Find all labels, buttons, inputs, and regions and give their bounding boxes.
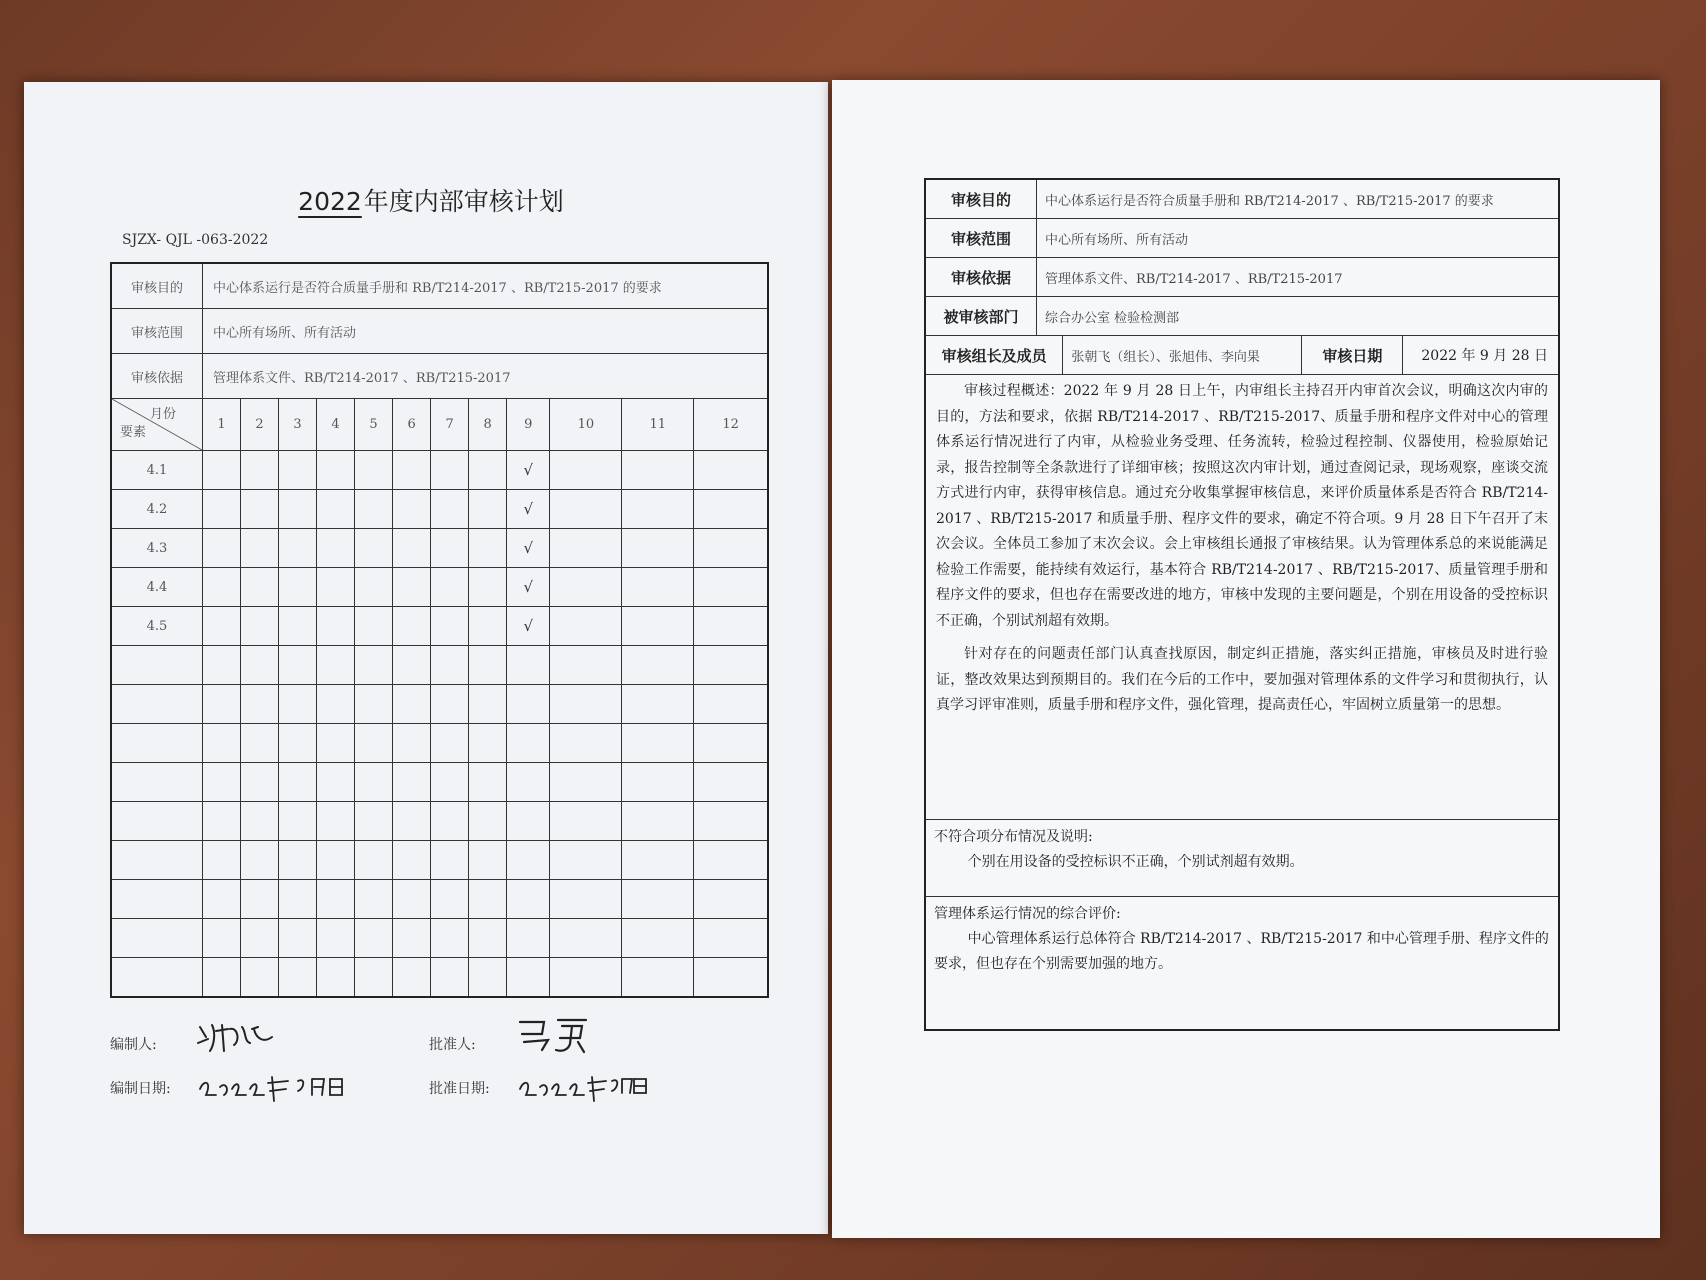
approve-date-label: 批准日期: — [429, 1081, 490, 1097]
empty-cell — [355, 685, 393, 724]
empty-cell — [393, 841, 431, 880]
schedule-cell — [469, 529, 507, 568]
empty-cell — [694, 802, 768, 841]
schedule-cell — [241, 529, 279, 568]
empty-cell — [507, 841, 550, 880]
schedule-cell — [622, 529, 694, 568]
schedule-cell — [317, 451, 355, 490]
empty-cell — [469, 958, 507, 998]
report-info-label: 审核目的 — [925, 179, 1037, 219]
compile-date-handwritten — [194, 1067, 354, 1107]
empty-cell — [507, 919, 550, 958]
schedule-cell — [622, 451, 694, 490]
schedule-cell — [469, 607, 507, 646]
empty-cell — [622, 646, 694, 685]
empty-cell — [469, 841, 507, 880]
schedule-cell — [431, 451, 469, 490]
empty-cell — [622, 724, 694, 763]
empty-cell — [431, 919, 469, 958]
schedule-cell — [622, 568, 694, 607]
corner-month-label: 月份 — [149, 407, 176, 422]
empty-cell — [355, 841, 393, 880]
element-label: 4.4 — [111, 568, 203, 607]
schedule-cell — [279, 568, 317, 607]
report-nonconformity-row — [925, 820, 1559, 897]
empty-cell — [694, 646, 768, 685]
audit-date-value: 2022 年 9 月 28 日 — [1403, 336, 1559, 375]
empty-cell — [111, 802, 203, 841]
schedule-cell — [279, 490, 317, 529]
schedule-cell — [393, 490, 431, 529]
plan-empty-row — [111, 646, 768, 685]
schedule-cell — [694, 529, 768, 568]
audit-report-page — [832, 80, 1660, 1238]
plan-empty-row — [111, 880, 768, 919]
schedule-cell — [550, 607, 622, 646]
compiler-label: 编制人: — [110, 1037, 157, 1053]
empty-cell — [469, 802, 507, 841]
empty-cell — [507, 958, 550, 998]
plan-empty-row — [111, 724, 768, 763]
empty-cell — [203, 724, 241, 763]
report-team-row — [925, 336, 1559, 375]
check-mark: √ — [523, 617, 534, 635]
nonconformity-title: 不符合项分布情况及说明: — [934, 829, 1093, 845]
empty-cell — [431, 841, 469, 880]
empty-cell — [111, 880, 203, 919]
schedule-cell — [431, 607, 469, 646]
approver-signature — [512, 1014, 602, 1056]
schedule-cell — [355, 568, 393, 607]
schedule-cell — [241, 451, 279, 490]
empty-cell — [279, 724, 317, 763]
empty-cell — [550, 646, 622, 685]
plan-empty-row — [111, 802, 768, 841]
report-info-value: 综合办公室 检验检测部 — [1037, 297, 1560, 336]
month-header: 12 — [694, 399, 768, 451]
empty-cell — [550, 685, 622, 724]
schedule-cell — [203, 529, 241, 568]
empty-cell — [203, 958, 241, 998]
check-mark: √ — [523, 500, 534, 518]
month-header: 1 — [203, 399, 241, 451]
empty-cell — [550, 763, 622, 802]
plan-title — [24, 182, 828, 218]
schedule-cell — [279, 451, 317, 490]
schedule-cell — [203, 568, 241, 607]
empty-cell — [355, 919, 393, 958]
empty-cell — [393, 724, 431, 763]
schedule-cell — [507, 607, 550, 646]
empty-cell — [431, 763, 469, 802]
empty-cell — [469, 685, 507, 724]
empty-cell — [317, 802, 355, 841]
empty-cell — [622, 763, 694, 802]
empty-cell — [622, 919, 694, 958]
plan-element-row — [111, 490, 768, 529]
month-header: 4 — [317, 399, 355, 451]
report-info-row — [925, 297, 1559, 336]
schedule-cell — [507, 529, 550, 568]
month-header: 2 — [241, 399, 279, 451]
report-evaluation-row — [925, 897, 1559, 1031]
evaluation-body: 中心管理体系运行总体符合 RB/T214-2017 、RB/T215-2017 和中心管理手册、程序文件的要求，但也存在个别需要加强的地方。 — [934, 931, 1549, 972]
plan-info-row — [111, 354, 768, 399]
compiler-signature — [194, 1017, 294, 1057]
empty-cell — [550, 841, 622, 880]
empty-cell — [241, 958, 279, 998]
element-label: 4.5 — [111, 607, 203, 646]
evaluation-cell — [925, 897, 1559, 1031]
schedule-cell — [694, 607, 768, 646]
schedule-cell — [469, 490, 507, 529]
month-header: 9 — [507, 399, 550, 451]
plan-info-row — [111, 263, 768, 309]
empty-cell — [279, 763, 317, 802]
empty-cell — [317, 724, 355, 763]
empty-cell — [317, 958, 355, 998]
empty-cell — [279, 919, 317, 958]
empty-cell — [111, 841, 203, 880]
summary-paragraph-1: 审核过程概述：2022 年 9 月 28 日上午，内审组长主持召开内审首次会议，明确这次内审的目的，方法和要求，依据 RB/T214-2017 、RB/T215-2017、质量手册和程序文件对中心的管理体系运行情况进行了内审，从检验业务受理、任务流转，检验过程控制、仪器使用，检验原始记录，报告控制等全条款进行了详细审核；按照这次内审计划，通过查阅记录，现场观察，座谈交流方式进行内审，获得审核信息。通过充分收集掌握审核信息，来评价质量体系是否符合 RB/T214-2017 、RB/T215-2017 和质量手册、程序文件的要求，确定不符合项。9 月 28 日下午召开了末次会议。全体员工参加了末次会议。会上审核组长通报了审核结果。认为管理体系总的来说能满足检验工作需要，能持续有效运行，基本符合 RB/T214-2017 、RB/T215-2017、质量管理手册和程序文件的要求，但也存在需要改进的地方，审核中发现的主要问题是，个别在用设备的受控标识不正确，个别试剂超有效期。 — [936, 383, 1548, 629]
empty-cell — [393, 763, 431, 802]
plan-element-row — [111, 529, 768, 568]
plan-empty-row — [111, 958, 768, 998]
approve-date-handwritten — [514, 1067, 664, 1107]
empty-cell — [431, 685, 469, 724]
schedule-cell — [317, 529, 355, 568]
plan-empty-row — [111, 685, 768, 724]
plan-element-row — [111, 607, 768, 646]
empty-cell — [507, 802, 550, 841]
empty-cell — [431, 724, 469, 763]
empty-cell — [317, 841, 355, 880]
schedule-cell — [241, 490, 279, 529]
schedule-cell — [507, 490, 550, 529]
audit-date-label: 审核日期 — [1302, 336, 1403, 375]
schedule-cell — [317, 568, 355, 607]
empty-cell — [317, 685, 355, 724]
plan-info-value: 管理体系文件、RB/T214-2017 、RB/T215-2017 — [203, 354, 769, 399]
empty-cell — [469, 880, 507, 919]
empty-cell — [622, 880, 694, 919]
check-mark: √ — [523, 461, 534, 479]
empty-cell — [431, 958, 469, 998]
nonconformity-cell — [925, 820, 1559, 897]
schedule-cell — [393, 607, 431, 646]
month-header: 11 — [622, 399, 694, 451]
empty-cell — [111, 724, 203, 763]
empty-cell — [203, 802, 241, 841]
month-header: 7 — [431, 399, 469, 451]
empty-cell — [393, 919, 431, 958]
element-label: 4.3 — [111, 529, 203, 568]
empty-cell — [317, 880, 355, 919]
empty-cell — [550, 919, 622, 958]
schedule-cell — [355, 529, 393, 568]
schedule-cell — [355, 490, 393, 529]
empty-cell — [550, 724, 622, 763]
empty-cell — [694, 685, 768, 724]
empty-cell — [550, 880, 622, 919]
empty-cell — [622, 958, 694, 998]
schedule-cell — [622, 490, 694, 529]
empty-cell — [317, 763, 355, 802]
audit-plan-page — [24, 82, 828, 1234]
plan-empty-row — [111, 841, 768, 880]
schedule-cell — [355, 607, 393, 646]
empty-cell — [111, 763, 203, 802]
schedule-cell — [469, 451, 507, 490]
schedule-cell — [469, 568, 507, 607]
report-info-label: 审核依据 — [925, 258, 1037, 297]
schedule-cell — [622, 607, 694, 646]
evaluation-title: 管理体系运行情况的综合评价: — [934, 906, 1121, 922]
report-info-row — [925, 219, 1559, 258]
empty-cell — [694, 724, 768, 763]
empty-cell — [694, 763, 768, 802]
schedule-cell — [550, 568, 622, 607]
schedule-cell — [241, 607, 279, 646]
report-info-value: 中心体系运行是否符合质量手册和 RB/T214-2017 、RB/T215-2017 的要求 — [1037, 179, 1560, 219]
report-info-row — [925, 179, 1559, 219]
empty-cell — [507, 880, 550, 919]
report-summary-row — [925, 375, 1559, 820]
empty-cell — [203, 880, 241, 919]
empty-cell — [279, 958, 317, 998]
month-header: 8 — [469, 399, 507, 451]
empty-cell — [550, 802, 622, 841]
empty-cell — [241, 685, 279, 724]
check-mark: √ — [523, 539, 534, 557]
plan-element-row — [111, 451, 768, 490]
plan-info-label: 审核范围 — [111, 309, 203, 354]
empty-cell — [694, 841, 768, 880]
empty-cell — [111, 685, 203, 724]
report-info-value: 管理体系文件、RB/T214-2017 、RB/T215-2017 — [1037, 258, 1560, 297]
empty-cell — [355, 763, 393, 802]
report-info-label: 审核范围 — [925, 219, 1037, 258]
compile-date-label: 编制日期: — [110, 1081, 171, 1097]
empty-cell — [241, 841, 279, 880]
empty-cell — [111, 646, 203, 685]
empty-cell — [355, 958, 393, 998]
summary-paragraph-2: 针对存在的问题责任部门认真查找原因，制定纠正措施，落实纠正措施，审核员及时进行验证，整改效果达到预期目的。我们在今后的工作中，要加强对管理体系的文件学习和贯彻执行，认真学习评审准则，质量手册和程序文件，强化管理，提高责任心，牢固树立质量第一的思想。 — [936, 646, 1548, 713]
corner-element-label: 要素 — [120, 425, 147, 440]
empty-cell — [279, 646, 317, 685]
empty-cell — [203, 685, 241, 724]
month-header: 3 — [279, 399, 317, 451]
plan-info-value: 中心所有场所、所有活动 — [203, 309, 769, 354]
empty-cell — [393, 646, 431, 685]
plan-month-header-row — [111, 399, 768, 451]
schedule-cell — [241, 568, 279, 607]
month-header: 6 — [393, 399, 431, 451]
schedule-cell — [393, 451, 431, 490]
schedule-cell — [355, 451, 393, 490]
empty-cell — [241, 880, 279, 919]
empty-cell — [317, 919, 355, 958]
schedule-cell — [203, 451, 241, 490]
empty-cell — [241, 802, 279, 841]
empty-cell — [241, 724, 279, 763]
plan-empty-row — [111, 919, 768, 958]
empty-cell — [279, 880, 317, 919]
empty-cell — [694, 880, 768, 919]
schedule-cell — [431, 490, 469, 529]
empty-cell — [111, 958, 203, 998]
empty-cell — [393, 958, 431, 998]
plan-info-label: 审核目的 — [111, 263, 203, 309]
empty-cell — [507, 763, 550, 802]
empty-cell — [317, 646, 355, 685]
approver-label: 批准人: — [429, 1037, 476, 1053]
empty-cell — [279, 841, 317, 880]
plan-element-row — [111, 568, 768, 607]
empty-cell — [622, 685, 694, 724]
empty-cell — [355, 802, 393, 841]
schedule-cell — [694, 568, 768, 607]
empty-cell — [393, 685, 431, 724]
schedule-cell — [507, 451, 550, 490]
empty-cell — [431, 646, 469, 685]
report-info-label: 被审核部门 — [925, 297, 1037, 336]
document-code: SJZX- QJL -063-2022 — [122, 232, 269, 248]
empty-cell — [622, 802, 694, 841]
empty-cell — [355, 724, 393, 763]
empty-cell — [111, 919, 203, 958]
empty-cell — [507, 646, 550, 685]
schedule-cell — [694, 451, 768, 490]
empty-cell — [469, 646, 507, 685]
empty-cell — [393, 880, 431, 919]
empty-cell — [279, 685, 317, 724]
empty-cell — [469, 763, 507, 802]
schedule-cell — [393, 529, 431, 568]
element-label: 4.2 — [111, 490, 203, 529]
audit-plan-table — [110, 262, 769, 998]
schedule-cell — [431, 529, 469, 568]
schedule-cell — [507, 568, 550, 607]
empty-cell — [694, 958, 768, 998]
month-header: 10 — [550, 399, 622, 451]
empty-cell — [393, 802, 431, 841]
empty-cell — [203, 919, 241, 958]
element-label: 4.1 — [111, 451, 203, 490]
empty-cell — [431, 880, 469, 919]
empty-cell — [279, 802, 317, 841]
schedule-cell — [317, 607, 355, 646]
plan-info-value: 中心体系运行是否符合质量手册和 RB/T214-2017 、RB/T215-2017 的要求 — [203, 263, 769, 309]
empty-cell — [203, 841, 241, 880]
empty-cell — [355, 646, 393, 685]
schedule-cell — [317, 490, 355, 529]
schedule-cell — [203, 490, 241, 529]
schedule-cell — [550, 490, 622, 529]
nonconformity-body: 个别在用设备的受控标识不正确，个别试剂超有效期。 — [967, 854, 1304, 870]
month-header: 5 — [355, 399, 393, 451]
schedule-cell — [279, 607, 317, 646]
empty-cell — [241, 646, 279, 685]
empty-cell — [203, 646, 241, 685]
empty-cell — [355, 880, 393, 919]
check-mark: √ — [523, 578, 534, 596]
schedule-cell — [431, 568, 469, 607]
schedule-cell — [279, 529, 317, 568]
plan-title-year: 2022 — [298, 187, 362, 216]
empty-cell — [507, 724, 550, 763]
plan-title-text: 年度内部审核计划 — [363, 187, 564, 216]
empty-cell — [241, 919, 279, 958]
schedule-cell — [694, 490, 768, 529]
team-label: 审核组长及成员 — [925, 336, 1063, 375]
audit-report-table — [924, 178, 1560, 1031]
team-value: 张朝飞（组长）、张旭伟、李向果 — [1063, 336, 1302, 375]
plan-empty-row — [111, 763, 768, 802]
empty-cell — [431, 802, 469, 841]
report-info-value: 中心所有场所、所有活动 — [1037, 219, 1560, 258]
empty-cell — [694, 919, 768, 958]
plan-info-label: 审核依据 — [111, 354, 203, 399]
schedule-cell — [393, 568, 431, 607]
summary-cell — [925, 375, 1559, 820]
empty-cell — [241, 763, 279, 802]
empty-cell — [622, 841, 694, 880]
corner-cell — [111, 399, 203, 451]
report-info-row — [925, 258, 1559, 297]
empty-cell — [469, 724, 507, 763]
schedule-cell — [203, 607, 241, 646]
empty-cell — [550, 958, 622, 998]
plan-info-row — [111, 309, 768, 354]
empty-cell — [203, 763, 241, 802]
empty-cell — [469, 919, 507, 958]
empty-cell — [507, 685, 550, 724]
schedule-cell — [550, 451, 622, 490]
schedule-cell — [550, 529, 622, 568]
